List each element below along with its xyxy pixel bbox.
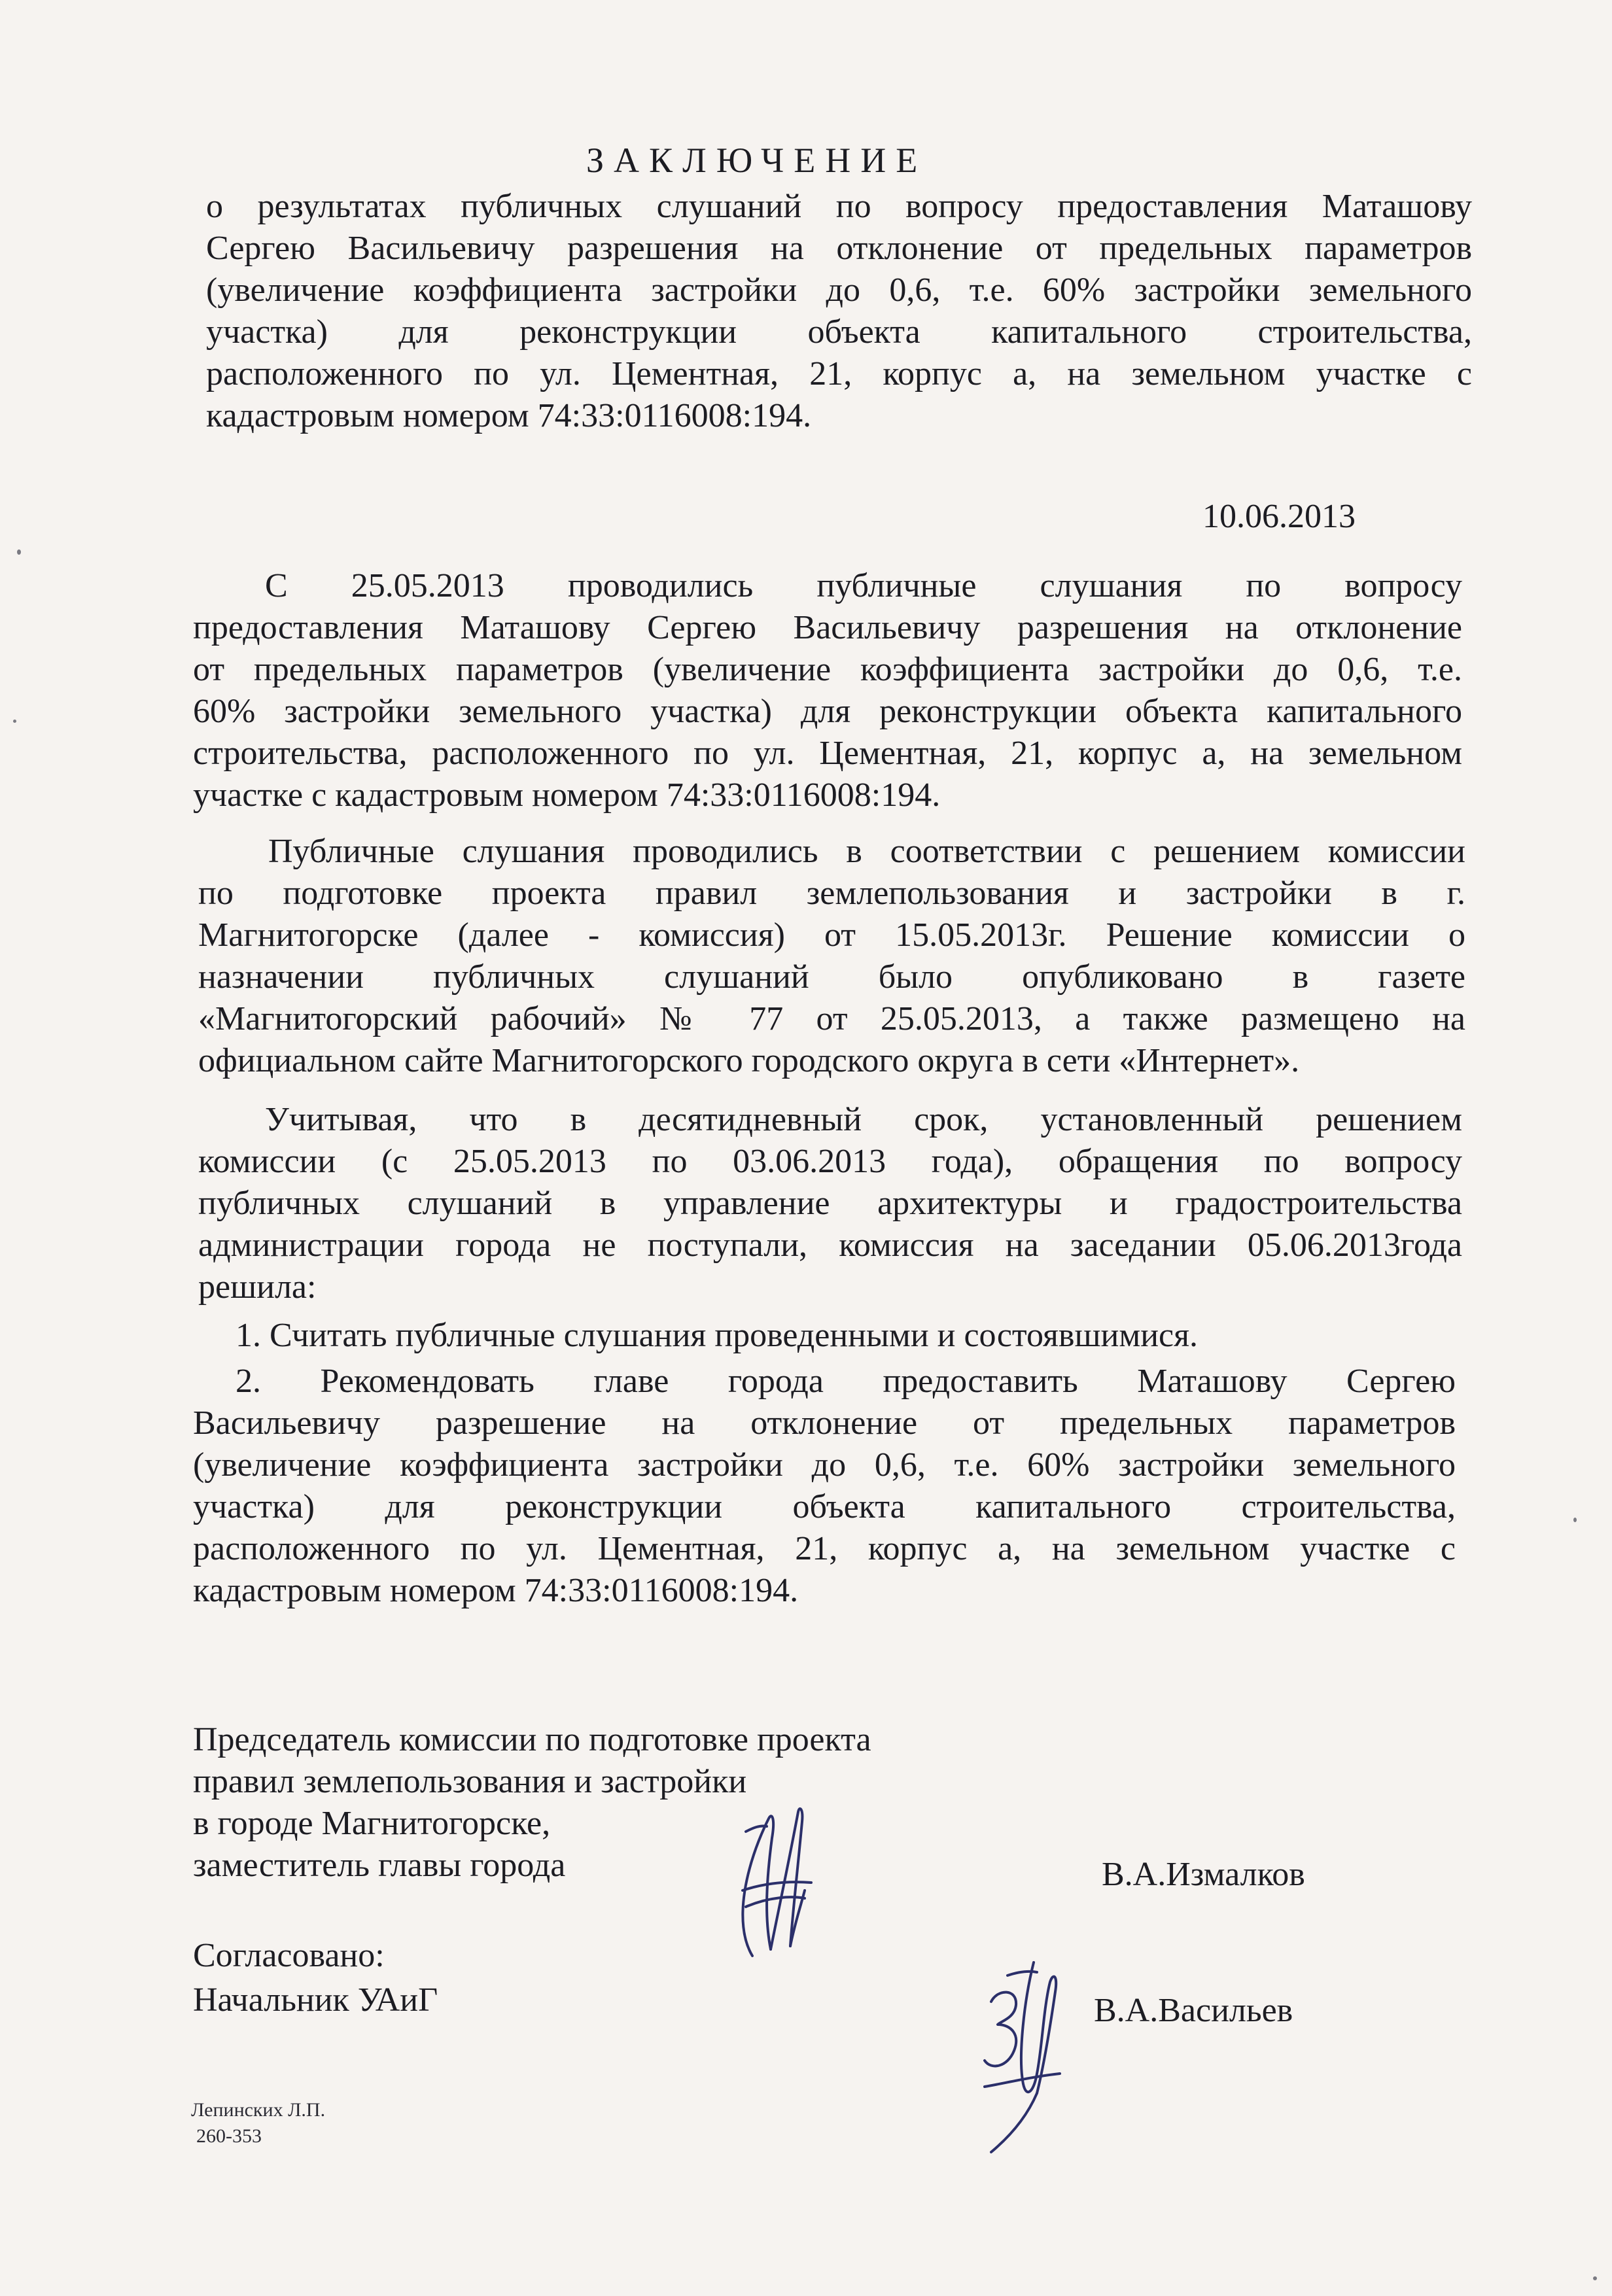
approval-position: Начальник УАиГ [193, 1981, 438, 2019]
subject-line: расположенного по ул. Цементная, 21, корпус а, на земельном участке с [206, 355, 1472, 392]
body-line: предоставления Маташову Сергею Васильевичу разрешения на отклонение [193, 609, 1462, 646]
body-line: решила: [198, 1268, 317, 1306]
document-title: ЗАКЛЮЧЕНИЕ [586, 141, 928, 180]
signatory-position: правил землепользования и застройки [193, 1763, 747, 1800]
body-line: участка) для реконструкции объекта капитального строительства, [193, 1488, 1456, 1525]
scan-speck [13, 720, 16, 723]
signatory-position: заместитель главы города [193, 1847, 566, 1884]
subject-line: кадастровым номером 74:33:0116008:194. [206, 397, 812, 434]
body-line: «Магнитогорский рабочий» № 77 от 25.05.2013, а также размещено на [198, 1000, 1465, 1037]
signatory-position: Председатель комиссии по подготовке проекта [193, 1721, 871, 1758]
body-line: официальном сайте Магнитогорского городского округа в сети «Интернет». [198, 1042, 1300, 1079]
body-line: Публичные слушания проводились в соответствии с решением комиссии [268, 833, 1465, 870]
body-line: публичных слушаний в управление архитектуры и градостроительства [198, 1185, 1462, 1222]
approval-name: В.А.Васильев [1094, 1992, 1293, 2029]
body-line: участке с кадастровым номером 74:33:0116008:194. [193, 776, 941, 814]
body-line: Васильевичу разрешение на отклонение от предельных параметров [193, 1404, 1456, 1442]
signature-2 [945, 1936, 1102, 2159]
body-line: строительства, расположенного по ул. Цементная, 21, корпус а, на земельном [193, 735, 1462, 772]
document-date: 10.06.2013 [1202, 498, 1356, 535]
body-line: (увеличение коэффициента застройки до 0,6, т.е. 60% застройки земельного [193, 1446, 1456, 1484]
decision-item-2: 2. Рекомендовать главе города предоставить Маташову Сергею [236, 1363, 1456, 1400]
executor-name: Лепинских Л.П. [191, 2099, 326, 2121]
signatory-name: В.А.Измалков [1102, 1856, 1305, 1893]
decision-item-1: 1. Считать публичные слушания проведенными и состоявшимися. [236, 1317, 1199, 1354]
signatory-position: в городе Магнитогорске, [193, 1805, 551, 1842]
body-line: 60% застройки земельного участка) для реконструкции объекта капитального [193, 693, 1462, 730]
scan-speck [1573, 1518, 1577, 1522]
body-line: Учитывая, что в десятидневный срок, установленный решением [265, 1101, 1462, 1138]
body-line: назначении публичных слушаний было опубликовано в газете [198, 958, 1465, 996]
body-line: кадастровым номером 74:33:0116008:194. [193, 1572, 799, 1609]
body-line: администрации города не поступали, комиссия на заседании 05.06.2013года [198, 1226, 1462, 1264]
subject-line: участка) для реконструкции объекта капитального строительства, [206, 313, 1472, 351]
body-line: по подготовке проекта правил землепользования и застройки в г. [198, 875, 1465, 912]
body-line: расположенного по ул. Цементная, 21, корпус а, на земельном участке с [193, 1530, 1456, 1567]
body-line: С 25.05.2013 проводились публичные слушания по вопросу [265, 567, 1462, 604]
subject-line: Сергею Васильевичу разрешения на отклонение от предельных параметров [206, 230, 1472, 267]
body-line: Магнитогорске (далее - комиссия) от 15.05.2013г. Решение комиссии о [198, 916, 1465, 954]
subject-line: (увеличение коэффициента застройки до 0,6, т.е. 60% застройки земельного [206, 271, 1472, 309]
body-line: от предельных параметров (увеличение коэффициента застройки до 0,6, т.е. [193, 651, 1462, 688]
subject-line: о результатах публичных слушаний по вопросу предоставления Маташову [206, 188, 1472, 225]
signature-1 [707, 1792, 837, 1962]
scan-speck [17, 549, 21, 555]
executor-phone: 260-353 [196, 2125, 262, 2147]
scan-speck [1593, 2276, 1597, 2280]
approval-label: Согласовано: [193, 1937, 385, 1974]
body-line: комиссии (с 25.05.2013 по 03.06.2013 года), обращения по вопросу [198, 1143, 1462, 1180]
